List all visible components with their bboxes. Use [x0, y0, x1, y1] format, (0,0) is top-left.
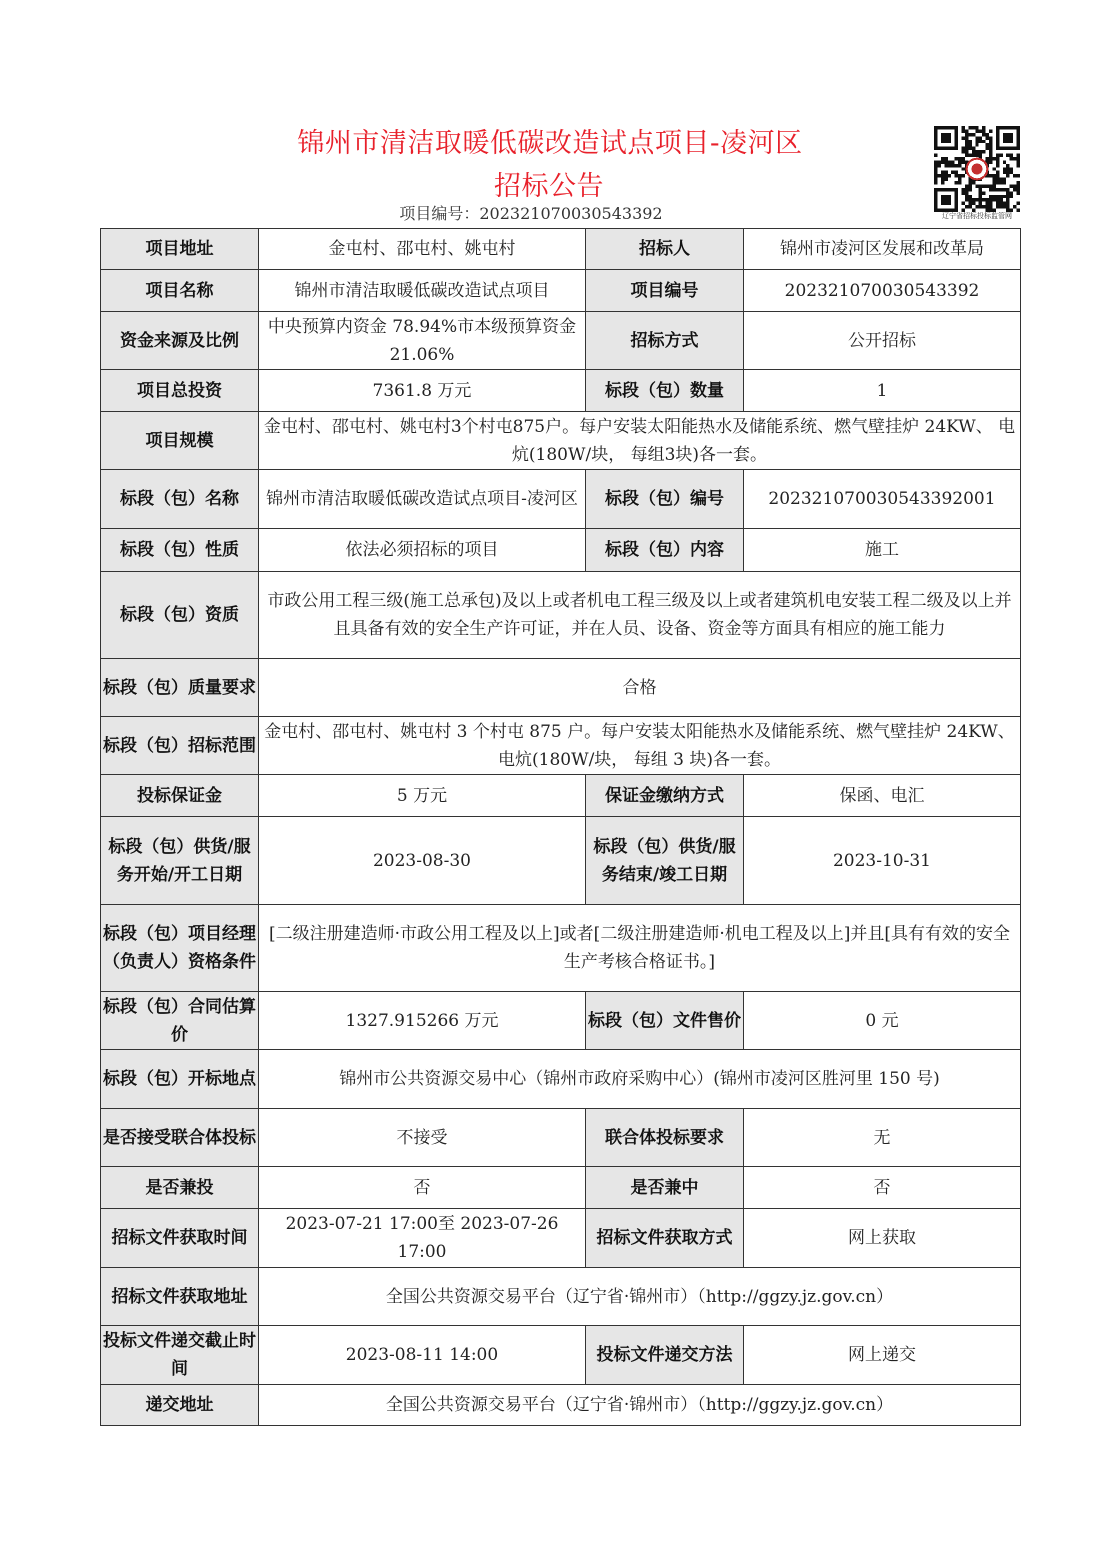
label-start-date: 标段（包）供货/服务开始/开工日期: [101, 817, 259, 905]
label-section-qualification: 标段（包）资质: [101, 572, 259, 659]
value-doc-obtain-address: 全国公共资源交易平台（辽宁省·锦州市）（http://ggzy.jz.gov.cn）: [259, 1268, 1021, 1326]
table-row: [101, 817, 1021, 905]
label-quality-requirement: 标段（包）质量要求: [101, 659, 259, 717]
value-project-address: 金屯村、邵屯村、姚屯村: [259, 229, 586, 270]
value-section-name: 锦州市清洁取暖低碳改造试点项目-凌河区: [259, 470, 586, 529]
label-section-content: 标段（包）内容: [586, 529, 744, 572]
tender-info-table: [100, 228, 1021, 1426]
label-submission-address: 递交地址: [101, 1385, 259, 1426]
value-section-nature: 依法必须招标的项目: [259, 529, 586, 572]
label-doc-obtain-method: 招标文件获取方式: [586, 1209, 744, 1268]
label-doc-obtain-address: 招标文件获取地址: [101, 1268, 259, 1326]
value-manager-qualification: [二级注册建造师·市政公用工程及以上]或者[二级注册建造师·机电工程及以上]并且[具有有效的安全生产考核合格证书。]: [259, 905, 1021, 992]
table-row: [101, 312, 1021, 370]
label-project-scale: 项目规模: [101, 412, 259, 470]
table-row: [101, 370, 1021, 412]
qr-caption: 辽宁省招标投标监管网: [942, 212, 1012, 220]
value-quality-requirement: 合格: [259, 659, 1021, 717]
value-section-count: 1: [744, 370, 1021, 412]
label-project-address: 项目地址: [101, 229, 259, 270]
value-end-date: 2023-10-31: [744, 817, 1021, 905]
value-tender-method: 公开招标: [744, 312, 1021, 370]
value-tenderer: 锦州市凌河区发展和改革局: [744, 229, 1021, 270]
label-end-date: 标段（包）供货/服务结束/竣工日期: [586, 817, 744, 905]
table-row: [101, 992, 1021, 1050]
value-doc-obtain-method: 网上获取: [744, 1209, 1021, 1268]
value-consortium-requirement: 无: [744, 1109, 1021, 1167]
value-start-date: 2023-08-30: [259, 817, 586, 905]
table-row: [101, 1385, 1021, 1426]
label-section-count: 标段（包）数量: [586, 370, 744, 412]
value-bid-bond: 5 万元: [259, 775, 586, 817]
label-section-number: 标段（包）编号: [586, 470, 744, 529]
table-row: [101, 572, 1021, 659]
label-multiple-bids: 是否兼投: [101, 1167, 259, 1209]
value-tender-scope: 金屯村、邵屯村、姚屯村 3 个村屯 875 户。每户安装太阳能热水及储能系统、燃气壁挂炉 24KW、 电炕(180W/块， 每组 3 块)各一套。: [259, 717, 1021, 775]
table-row: [101, 775, 1021, 817]
label-submission-method: 投标文件递交方法: [586, 1326, 744, 1385]
table-row: [101, 1209, 1021, 1268]
value-submission-deadline: 2023-08-11 14:00: [259, 1326, 586, 1385]
value-consortium-accepted: 不接受: [259, 1109, 586, 1167]
label-tender-method: 招标方式: [586, 312, 744, 370]
document-title: 锦州市清洁取暖低碳改造试点项目-凌河区: [297, 128, 803, 159]
label-section-nature: 标段（包）性质: [101, 529, 259, 572]
table-row: [101, 412, 1021, 470]
label-submission-deadline: 投标文件递交截止时间: [101, 1326, 259, 1385]
table-row: [101, 470, 1021, 529]
qr-code-icon: [934, 126, 1020, 212]
label-project-name: 项目名称: [101, 270, 259, 312]
table-row: [101, 905, 1021, 992]
value-project-scale: 金屯村、邵屯村、姚屯村3个村屯875户。每户安装太阳能热水及储能系统、燃气壁挂炉 24KW、 电炕(180W/块， 每组3块)各一套。: [259, 412, 1021, 470]
document-subtitle: 招标公告: [494, 171, 604, 202]
label-bid-bond: 投标保证金: [101, 775, 259, 817]
value-submission-method: 网上递交: [744, 1326, 1021, 1385]
label-bond-payment-method: 保证金缴纳方式: [586, 775, 744, 817]
table-row: [101, 1167, 1021, 1209]
label-consortium-accepted: 是否接受联合体投标: [101, 1109, 259, 1167]
table-row: [101, 659, 1021, 717]
label-consortium-requirement: 联合体投标要求: [586, 1109, 744, 1167]
table-row: [101, 1326, 1021, 1385]
label-tender-scope: 标段（包）招标范围: [101, 717, 259, 775]
table-row: [101, 1050, 1021, 1109]
table-row: [101, 270, 1021, 312]
label-project-number: 项目编号: [586, 270, 744, 312]
value-section-content: 施工: [744, 529, 1021, 572]
label-section-name: 标段（包）名称: [101, 470, 259, 529]
label-bid-opening-place: 标段（包）开标地点: [101, 1050, 259, 1109]
value-section-number: 202321070030543392001: [744, 470, 1021, 529]
value-section-qualification: 市政公用工程三级(施工总承包)及以上或者机电工程三级及以上或者建筑机电安装工程二级及以上并且具备有效的安全生产许可证，并在人员、设备、资金等方面具有相应的施工能力: [259, 572, 1021, 659]
value-total-investment: 7361.8 万元: [259, 370, 586, 412]
value-document-price: 0 元: [744, 992, 1021, 1050]
table-row: [101, 717, 1021, 775]
table-row: [101, 1109, 1021, 1167]
label-contract-estimate: 标段（包）合同估算价: [101, 992, 259, 1050]
project-number-line: 项目编号：202321070030543392: [399, 204, 663, 223]
table-row: [101, 1268, 1021, 1326]
label-tenderer: 招标人: [586, 229, 744, 270]
value-project-number: 202321070030543392: [744, 270, 1021, 312]
table-row: [101, 529, 1021, 572]
label-funding-source: 资金来源及比例: [101, 312, 259, 370]
value-funding-source: 中央预算内资金 78.94%市本级预算资金 21.06%: [259, 312, 586, 370]
table-row: [101, 229, 1021, 270]
label-total-investment: 项目总投资: [101, 370, 259, 412]
value-submission-address: 全国公共资源交易平台（辽宁省·锦州市）（http://ggzy.jz.gov.cn）: [259, 1385, 1021, 1426]
label-multiple-wins: 是否兼中: [586, 1167, 744, 1209]
value-multiple-bids: 否: [259, 1167, 586, 1209]
value-bond-payment-method: 保函、电汇: [744, 775, 1021, 817]
value-project-name: 锦州市清洁取暖低碳改造试点项目: [259, 270, 586, 312]
value-bid-opening-place: 锦州市公共资源交易中心（锦州市政府采购中心）(锦州市凌河区胜河里 150 号): [259, 1050, 1021, 1109]
value-contract-estimate: 1327.915266 万元: [259, 992, 586, 1050]
value-doc-obtain-time: 2023-07-21 17:00至 2023-07-26 17:00: [259, 1209, 586, 1268]
label-document-price: 标段（包）文件售价: [586, 992, 744, 1050]
label-manager-qualification: 标段（包）项目经理（负责人）资格条件: [101, 905, 259, 992]
value-multiple-wins: 否: [744, 1167, 1021, 1209]
label-doc-obtain-time: 招标文件获取时间: [101, 1209, 259, 1268]
